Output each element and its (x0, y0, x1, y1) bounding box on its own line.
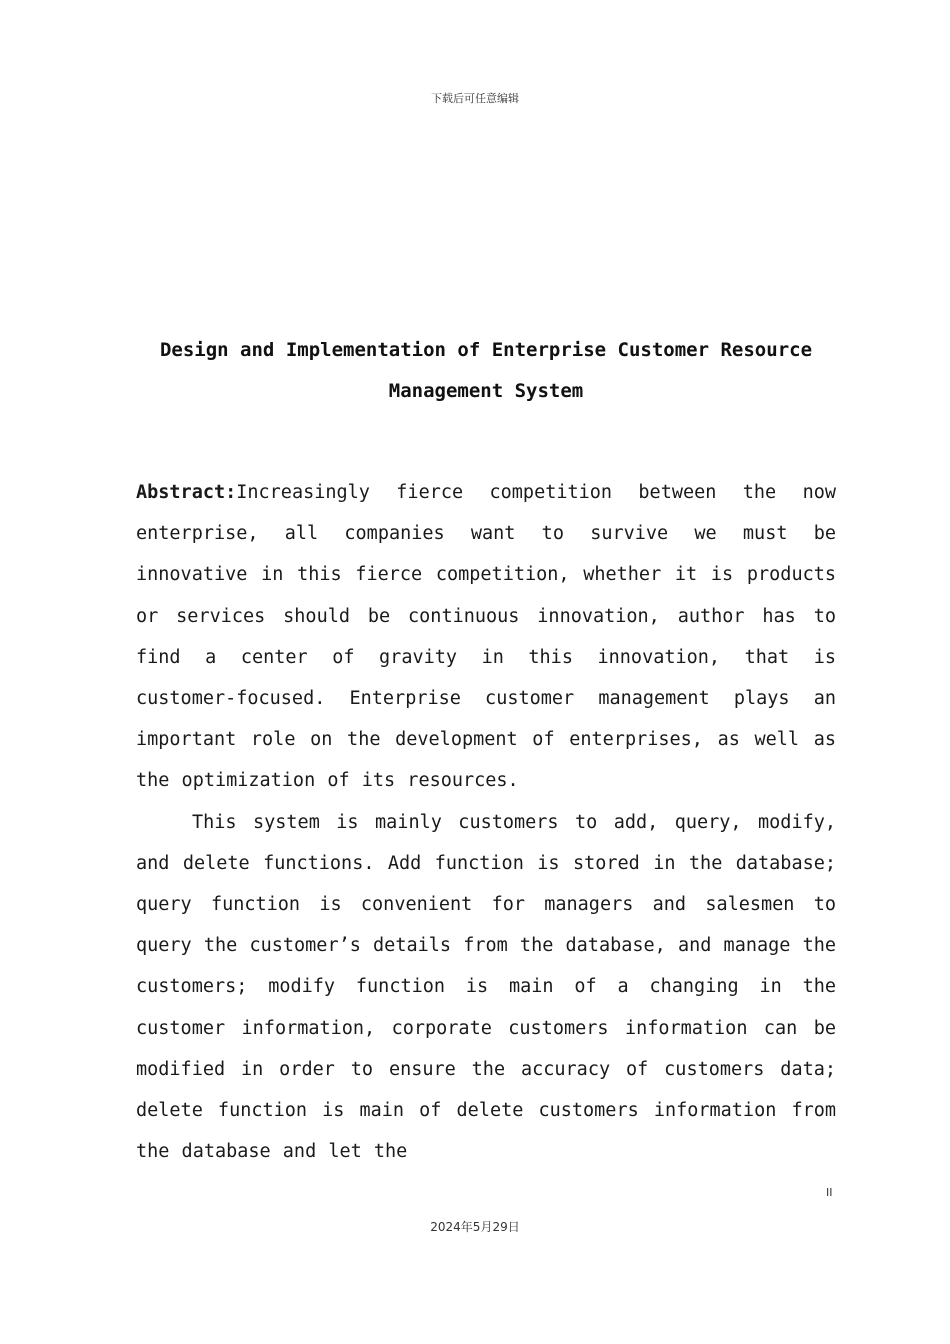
abstract-label: Abstract: (136, 482, 237, 503)
abstract-text: Increasingly fierce competition between the now enterprise, all companies want to survive we must be innovative in this fierce competition, whether it is products or services should be continuous innovation, author has to find a center of gravity in this innovation, that is customer-focused. Enterprise customer management plays an important role on the development of enterprises, as well as the optimization of its resources. (136, 482, 836, 792)
abstract-paragraph (136, 472, 836, 802)
document-body (136, 472, 836, 1172)
footer-date: 2024年5月29日 (430, 1220, 520, 1234)
page-number: II (826, 1186, 833, 1199)
body-paragraph: This system is mainly customers to add, query, modify, and delete functions. Add function is stored in the database; query function is convenient for managers and salesmen to query the customer’s details from the database, and manage the customers; modify function is main of a changing in the customer information, corporate customers information can be modified in order to ensure the accuracy of customers data; delete function is main of delete customers information from the database and let the (136, 811, 836, 1163)
header-note: 下载后可任意编辑 (431, 92, 519, 105)
document-title: Design and Implementation of Enterprise Customer Resource Management System (159, 339, 813, 402)
